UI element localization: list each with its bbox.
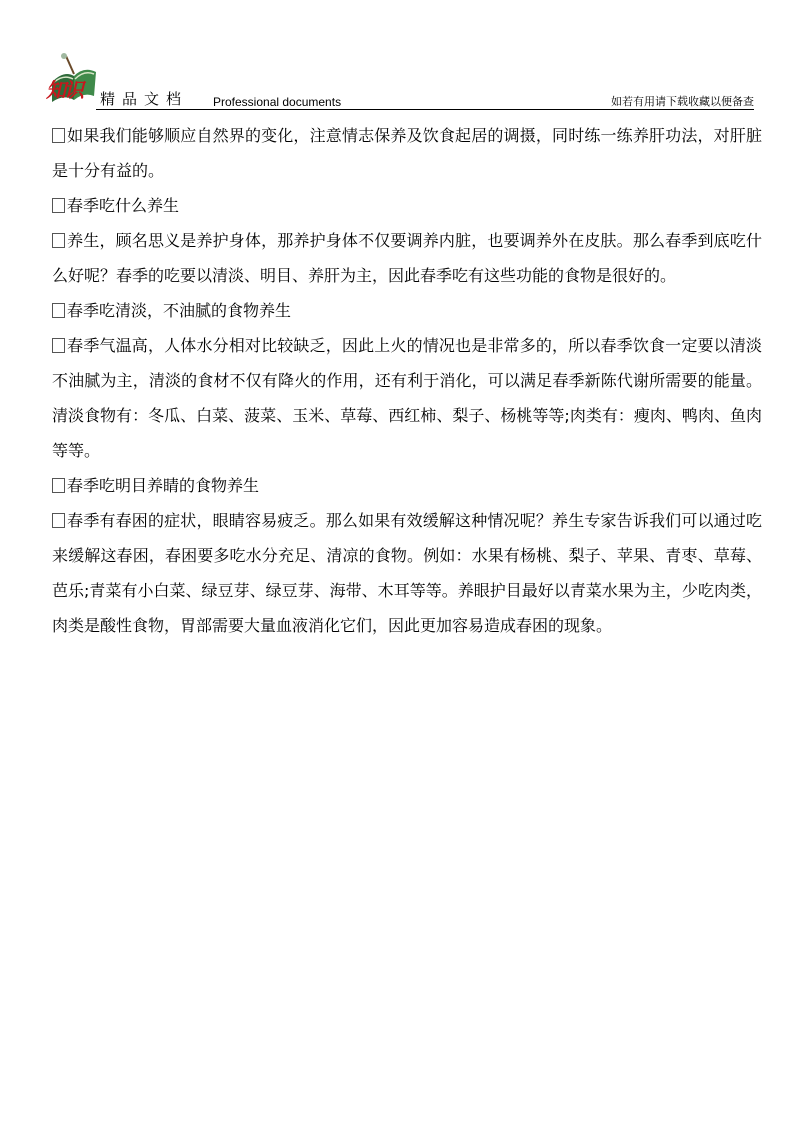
paragraph <box>52 118 762 188</box>
bullet-box-icon <box>52 303 65 318</box>
bullet-box-icon <box>52 478 65 493</box>
section-heading <box>52 468 762 503</box>
paragraph-text: 如果我们能够顺应自然界的变化，注意情志保养及饮食起居的调摄，同时练一练养肝功法，对肝脏是十分有益的。 <box>52 126 762 180</box>
section-heading <box>52 293 762 328</box>
paragraph <box>52 223 762 293</box>
brand-subtitle: Professional documents <box>213 95 342 109</box>
document-body <box>52 118 762 643</box>
header-divider <box>96 109 754 110</box>
section-heading <box>52 188 762 223</box>
bullet-box-icon <box>52 513 65 528</box>
bullet-box-icon <box>52 338 65 353</box>
logo-text: 知识 <box>46 78 82 102</box>
paragraph <box>52 503 762 643</box>
paragraph <box>52 328 762 468</box>
heading-text: 春季吃明目养睛的食物养生 <box>67 476 260 495</box>
header-tagline: 如若有用请下载收藏以便备查 <box>611 95 754 108</box>
heading-text: 春季吃什么养生 <box>67 196 180 215</box>
heading-text: 春季吃清淡，不油腻的食物养生 <box>67 301 292 320</box>
bullet-box-icon <box>52 128 65 143</box>
brand-title: 精品文档 <box>100 90 189 108</box>
paragraph-text: 养生，顾名思义是养护身体，那养护身体不仅要调养内脏，也要调养外在皮肤。那么春季到底吃什么好呢？春季的吃要以清淡、明目、养肝为主，因此春季吃有这些功能的食物是很好的。 <box>52 231 762 285</box>
page-header <box>0 0 794 112</box>
paragraph-text: 春季有春困的症状，眼睛容易疲乏。那么如果有效缓解这种情况呢？养生专家告诉我们可以通过吃来缓解这春困，春困要多吃水分充足、清凉的食物。例如：水果有杨桃、梨子、苹果、青枣、草莓、芭乐;青菜有小白菜、绿豆芽、绿豆芽、海带、木耳等等。养眼护目最好以青菜水果为主，少吃肉类，肉类是酸性食物，胃部需要大量血液消化它们，因此更加容易造成春困的现象。 <box>52 511 762 635</box>
bullet-box-icon <box>52 233 65 248</box>
bullet-box-icon <box>52 198 65 213</box>
paragraph-text: 春季气温高，人体水分相对比较缺乏，因此上火的情况也是非常多的，所以春季饮食一定要以清淡不油腻为主，清淡的食材不仅有降火的作用，还有利于消化，可以满足春季新陈代谢所需要的能量。清淡食物有：冬瓜、白菜、菠菜、玉米、草莓、西红柿、梨子、杨桃等等;肉类有：瘦肉、鸭肉、鱼肉等等。 <box>52 336 762 460</box>
